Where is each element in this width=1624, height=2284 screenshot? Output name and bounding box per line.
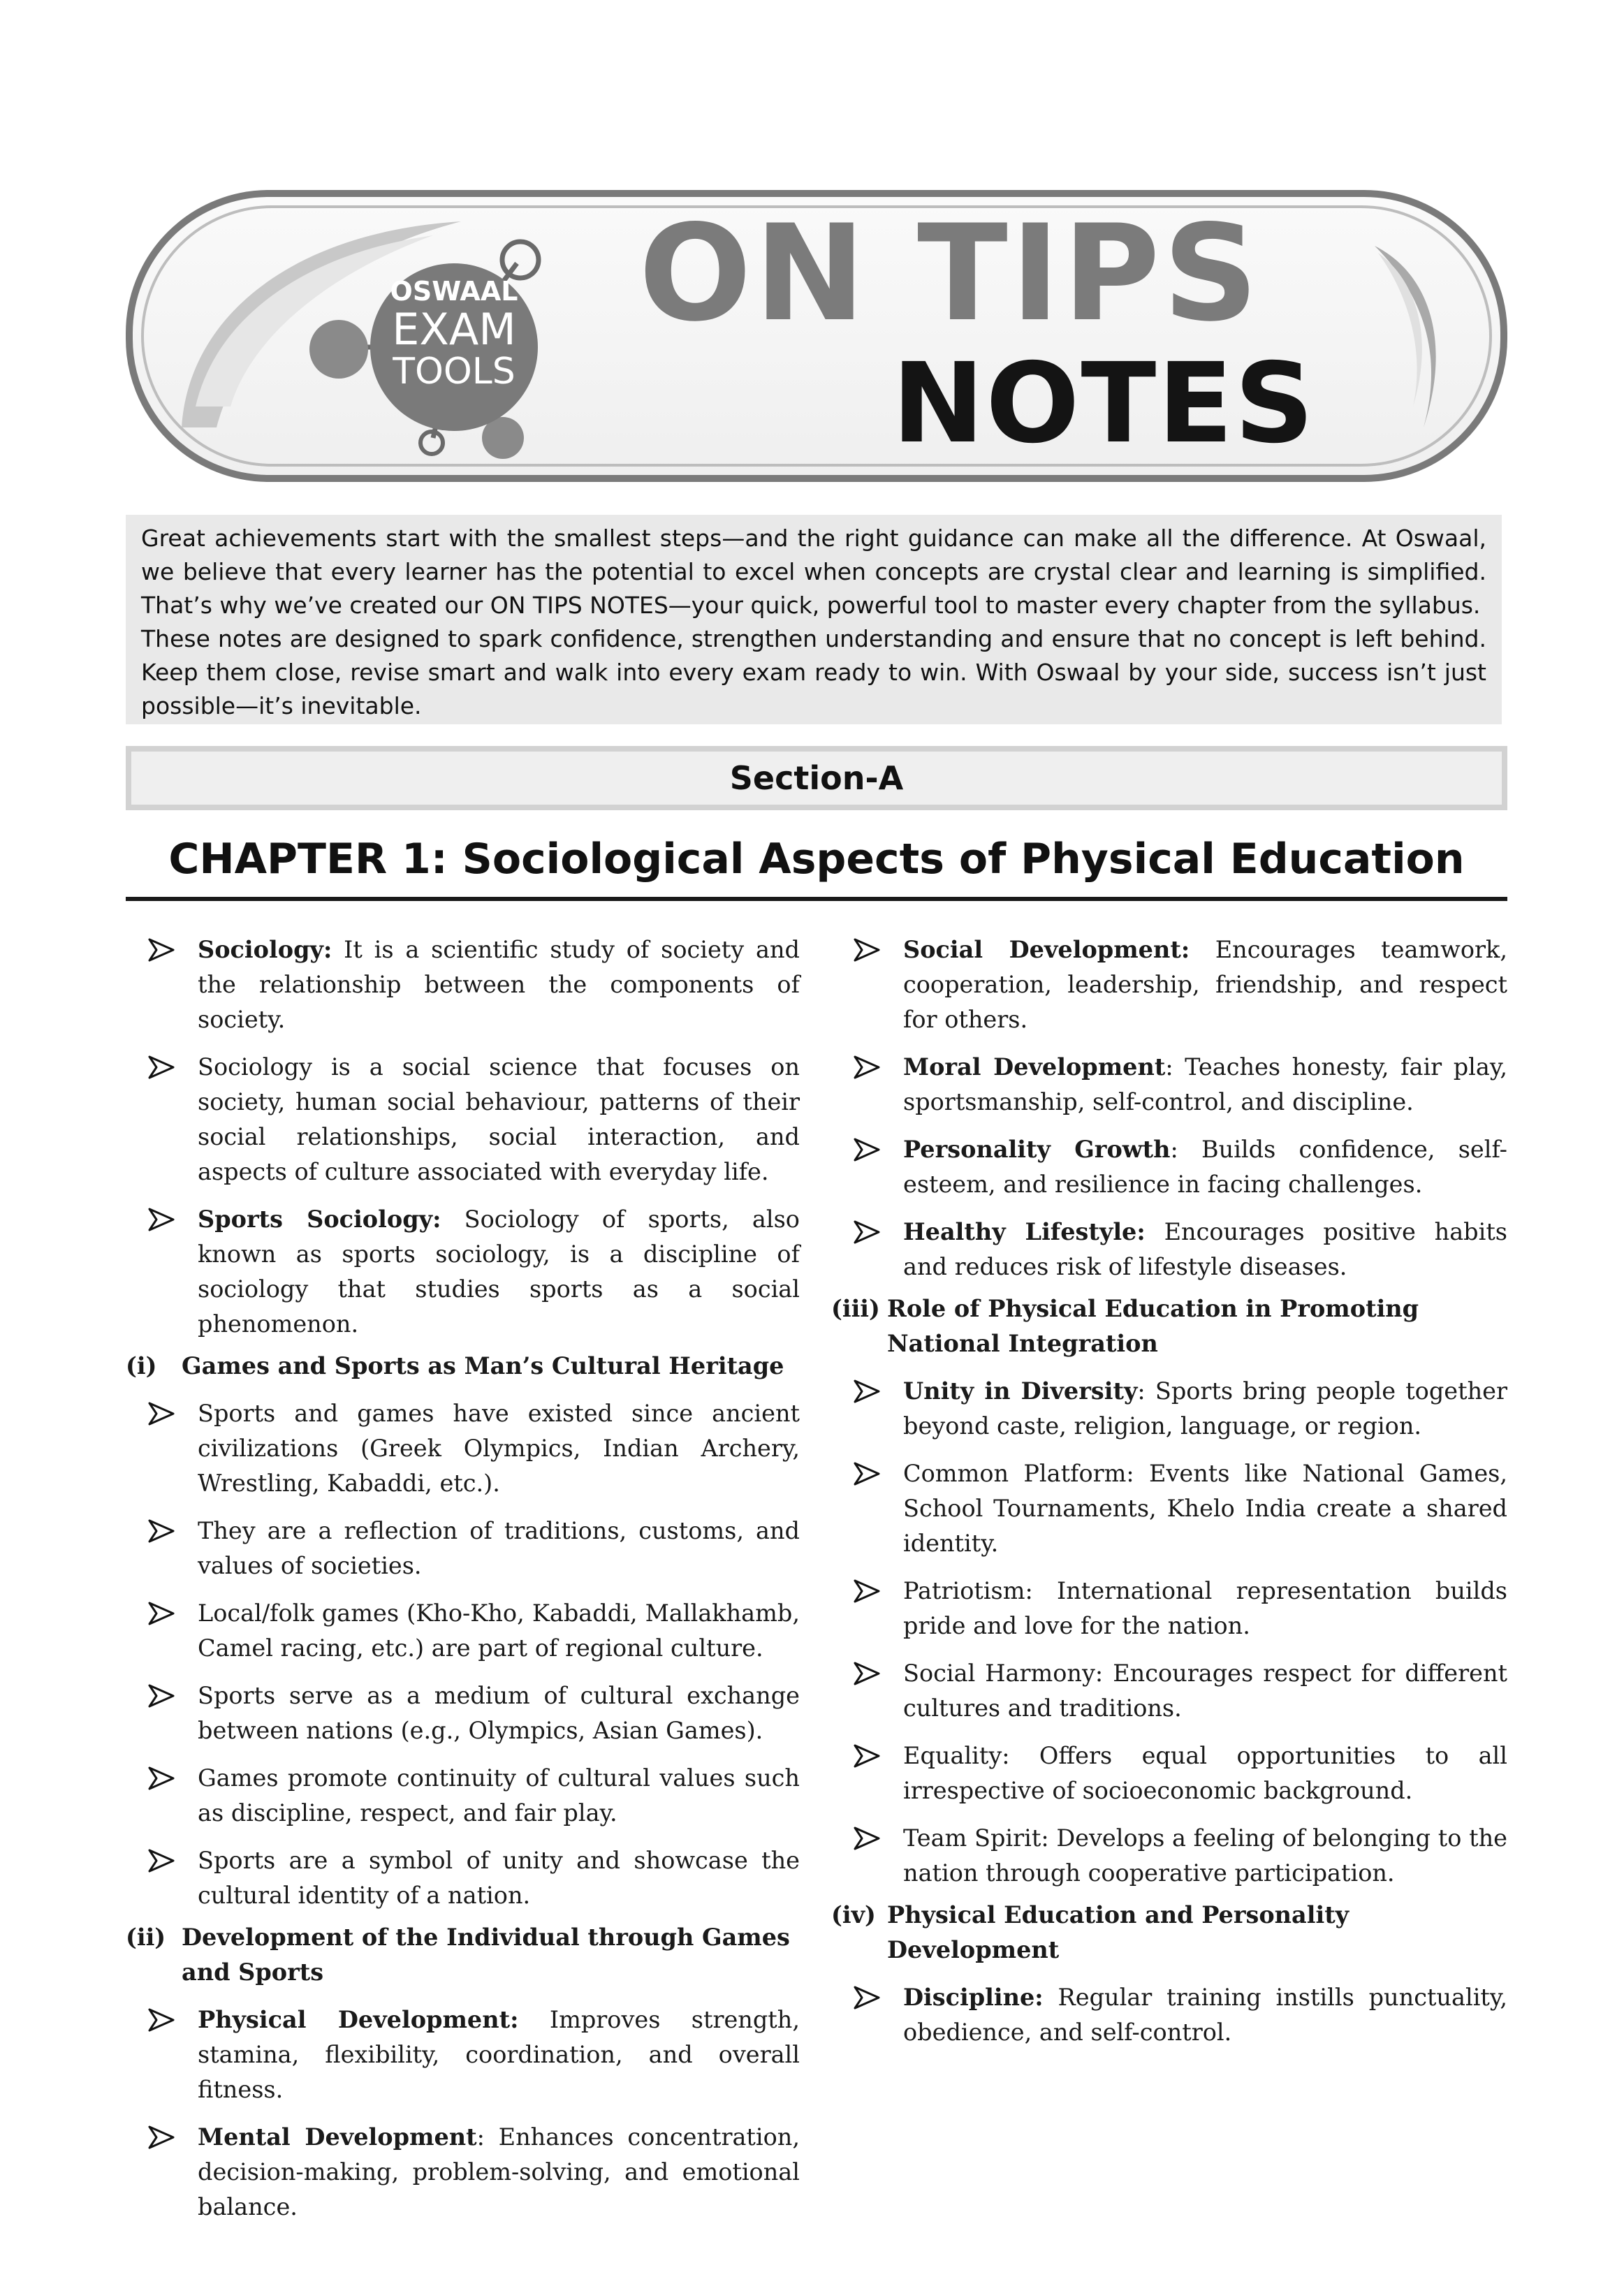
- item-text: Regular training instills punctuality, obedience, and self-control.: [903, 1984, 1507, 2046]
- item-text: They are a reflection of traditions, customs, and values of societies.: [198, 1517, 800, 1579]
- item-text: : Builds confidence, self-esteem, and resilience in facing challenges.: [903, 1136, 1507, 1198]
- list-item: [126, 1050, 800, 1189]
- item-text: : Enhances concentration, decision-making, problem-solving, and emotional balance.: [198, 2123, 800, 2220]
- term-label: Discipline:: [903, 1984, 1044, 2011]
- item-text: Sports serve as a medium of cultural exchange between nations (e.g., Olympics, Asian Games).: [198, 1682, 800, 1744]
- header-banner: [126, 190, 1507, 482]
- list-item: [831, 1215, 1507, 1284]
- item-text: Local/folk games (Kho-Kho, Kabaddi, Mallakhamb, Camel racing, etc.) are part of regional culture.: [198, 1599, 800, 1662]
- heading-text: Role of Physical Education in Promoting National Integration: [887, 1295, 1419, 1357]
- arrow-bullet-icon: [851, 1738, 884, 1773]
- arrow-bullet-icon: [145, 1050, 179, 1085]
- list-item: [126, 1843, 800, 1913]
- list-item: [831, 1738, 1507, 1808]
- banner-title-on-tips: ON TIPS: [638, 196, 1261, 351]
- list-item: [126, 1596, 800, 1666]
- arrow-bullet-icon: [851, 1980, 884, 2015]
- arrow-bullet-icon: [145, 2003, 179, 2037]
- item-text: Encourages positive habits and reduces risk of lifestyle diseases.: [903, 1218, 1507, 1280]
- item-text: Sociology is a social science that focuses on society, human social behaviour, patterns of their social relationships, social interaction, and aspects of culture associated with everyday life.: [198, 1053, 800, 1185]
- arrow-bullet-icon: [851, 1050, 884, 1085]
- arrow-bullet-icon: [145, 1761, 179, 1796]
- item-text: : Sports bring people together beyond caste, religion, language, or region.: [903, 1377, 1507, 1440]
- logo-text-exam: EXAM: [392, 304, 516, 355]
- term-label: Healthy Lifestyle:: [903, 1218, 1146, 1245]
- item-text: Improves strength, stamina, flexibility, coordination, and overall fitness.: [198, 2006, 800, 2103]
- chapter-title: CHAPTER 1: Sociological Aspects of Physical Education: [168, 835, 1465, 884]
- arrow-bullet-icon: [145, 1202, 179, 1237]
- heading-text: Physical Education and Personality Development: [887, 1901, 1349, 1963]
- intro-paragraph-2: These notes are designed to spark confidence, strengthen understanding and ensure that no concept is left behind. Keep them close, revise smart and walk into every exam ready to win. With Oswaal by your side, success isn’t just possible—it’s inevitable.: [141, 625, 1486, 719]
- term-label: Social Development:: [903, 936, 1190, 963]
- arrow-bullet-icon: [851, 1132, 884, 1167]
- heading-number: (iii): [831, 1295, 880, 1322]
- arrow-bullet-icon: [145, 1596, 179, 1631]
- logo-text-tools: TOOLS: [393, 351, 515, 393]
- arrow-bullet-icon: [145, 1843, 179, 1878]
- subsection-heading: [831, 1898, 1507, 1968]
- heading-text: Games and Sports as Man’s Cultural Heritage: [182, 1352, 784, 1379]
- item-text: Team Spirit: Develops a feeling of belonging to the nation through cooperative participation.: [903, 1824, 1507, 1887]
- term-label: Sociology:: [198, 936, 332, 963]
- list-item: [831, 1980, 1507, 2050]
- item-text: Games promote continuity of cultural values such as discipline, respect, and fair play.: [198, 1764, 800, 1827]
- list-item: [126, 932, 800, 1037]
- arrow-bullet-icon: [145, 932, 179, 967]
- arrow-bullet-icon: [851, 1821, 884, 1856]
- left-column: [126, 932, 800, 2237]
- item-text: Sports are a symbol of unity and showcase the cultural identity of a nation.: [198, 1847, 800, 1909]
- item-text: Social Harmony: Encourages respect for different cultures and traditions.: [903, 1660, 1507, 1722]
- list-item: [831, 1656, 1507, 1726]
- arrow-bullet-icon: [851, 1215, 884, 1250]
- heading-text: Development of the Individual through Games and Sports: [182, 1924, 790, 1986]
- arrow-bullet-icon: [145, 1678, 179, 1713]
- list-item: [831, 1456, 1507, 1561]
- intro-paragraph-1: Great achievements start with the smallest steps—and the right guidance can make all the difference. At Oswaal, we believe that every learner has the potential to excel when concepts are crystal clear and learning is simplified. That’s why we’ve created our ON TIPS NOTES—your quick, powerful tool to master every chapter from the syllabus.: [141, 525, 1486, 619]
- section-label: Section-A: [131, 752, 1502, 805]
- heading-number: (i): [126, 1352, 157, 1379]
- item-text: Encourages teamwork, cooperation, leadership, friendship, and respect for others.: [903, 936, 1507, 1033]
- term-label: Mental Development: [198, 2123, 477, 2151]
- list-item: [126, 1202, 800, 1342]
- list-item: [831, 1574, 1507, 1644]
- item-text: Equality: Offers equal opportunities to all irrespective of socioeconomic background.: [903, 1742, 1507, 1804]
- item-text: Patriotism: International representation builds pride and love for the nation.: [903, 1577, 1507, 1639]
- list-item: [126, 1396, 800, 1501]
- subsection-heading: [126, 1920, 800, 1990]
- list-item: [831, 1050, 1507, 1120]
- item-text: Sociology of sports, also known as sports sociology, is a discipline of sociology that studies sports as a social phenomenon.: [198, 1206, 800, 1338]
- arrow-bullet-icon: [145, 1396, 179, 1431]
- item-text: Sports and games have existed since ancient civilizations (Greek Olympics, Indian Archery, Wrestling, Kabaddi, etc.).: [198, 1400, 800, 1497]
- list-item: [126, 2003, 800, 2107]
- arrow-bullet-icon: [145, 2120, 179, 2155]
- list-item: [126, 2120, 800, 2225]
- chapter-title-underline: [126, 897, 1507, 901]
- list-item: [831, 1821, 1507, 1891]
- list-item: [831, 1374, 1507, 1444]
- arrow-bullet-icon: [851, 1456, 884, 1491]
- list-item: [126, 1514, 800, 1583]
- list-item: [831, 1132, 1507, 1202]
- arrow-bullet-icon: [851, 1574, 884, 1609]
- heading-number: (ii): [126, 1924, 166, 1951]
- list-item: [126, 1761, 800, 1831]
- right-column: [831, 932, 1507, 2063]
- banner-title-notes: NOTES: [891, 339, 1316, 468]
- arrow-bullet-icon: [145, 1514, 179, 1549]
- term-label: Personality Growth: [903, 1136, 1171, 1163]
- list-item: [831, 932, 1507, 1037]
- term-label: Moral Development: [903, 1053, 1166, 1081]
- arrow-bullet-icon: [851, 932, 884, 967]
- subsection-heading: [126, 1349, 800, 1384]
- item-text: Common Platform: Events like National Games, School Tournaments, Khelo India create a shared identity.: [903, 1460, 1507, 1557]
- intro-box: [126, 515, 1502, 724]
- list-item: [126, 1678, 800, 1748]
- term-label: Physical Development:: [198, 2006, 519, 2033]
- subsection-heading: [831, 1291, 1507, 1361]
- oswaal-exam-tools-logo: [272, 225, 622, 476]
- heading-number: (iv): [831, 1901, 876, 1928]
- item-text: : Teaches honesty, fair play, sportsmanship, self-control, and discipline.: [903, 1053, 1507, 1115]
- item-text: It is a scientific study of society and the relationship between the components of society.: [198, 936, 800, 1033]
- arrow-bullet-icon: [851, 1656, 884, 1691]
- section-header-bar: [126, 746, 1507, 810]
- arrow-bullet-icon: [851, 1374, 884, 1409]
- term-label: Unity in Diversity: [903, 1377, 1138, 1405]
- term-label: Sports Sociology:: [198, 1206, 441, 1233]
- logo-text-oswaal: OSWAAL: [390, 276, 518, 307]
